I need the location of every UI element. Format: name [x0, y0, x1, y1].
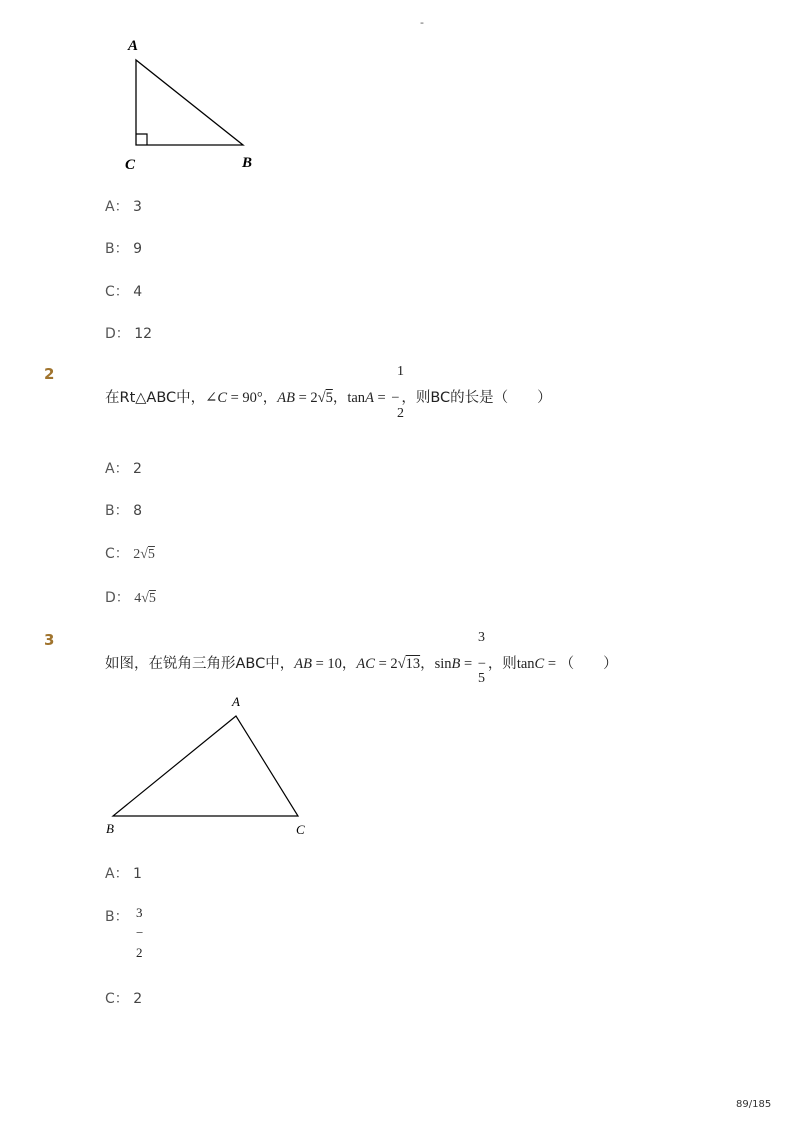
q2-fraction-denominator: 2 [397, 406, 404, 421]
option-radicand: 5 [147, 547, 155, 562]
q2-tan-eq: = [373, 390, 390, 406]
angle-symbol: ∠ [205, 390, 218, 406]
separator: ， [420, 656, 435, 672]
q3-triangle-shape [113, 716, 298, 816]
sqrt-symbol: √ [141, 591, 149, 606]
q2-fraction-numerator: 1 [397, 364, 404, 379]
option-label: A： [105, 866, 129, 882]
separator: ， [332, 390, 348, 406]
header-mark: - [420, 16, 424, 29]
q3-fraction-bar: − [477, 656, 486, 672]
sqrt-symbol: √ [317, 390, 326, 406]
option-label: D： [105, 590, 130, 606]
sqrt-symbol: √ [397, 656, 406, 672]
q2-option-a[interactable] [105, 458, 142, 478]
q2-option-b[interactable] [105, 500, 142, 520]
q3-stem-suffix: （ ） [559, 656, 618, 672]
q3-fraction-numerator: 3 [478, 630, 485, 645]
q3-stem [105, 652, 618, 673]
q3-ac-eq: = 2 [374, 656, 398, 672]
page-number: 89/185 [736, 1099, 772, 1110]
q3-option-b-bar: − [136, 925, 144, 940]
q1-vertex-label-b: B [242, 155, 253, 171]
q2-angle-var: C [217, 390, 227, 406]
q2-ab-radicand: 5 [325, 390, 333, 406]
q3-stem-mid: ，则 [487, 656, 517, 672]
q3-option-b-numerator: 3 [136, 905, 143, 920]
option-value: 2 [133, 461, 142, 477]
q3-ac-var: AC [356, 656, 375, 672]
q3-vertex-label-c: C [296, 822, 305, 837]
q2-option-c[interactable] [105, 543, 155, 563]
q3-option-b[interactable] [105, 906, 129, 926]
q3-ac-radicand: 13 [405, 656, 421, 672]
q2-stem-prefix: 在Rt△ABC中， [105, 390, 206, 406]
option-label: C： [105, 284, 129, 300]
q1-option-b[interactable] [105, 238, 142, 258]
q3-stem-prefix: 如图，在锐角三角形ABC中， [105, 656, 295, 672]
option-label: A： [105, 461, 129, 477]
q2-stem-suffix: ，则BC的长是（ ） [401, 390, 552, 406]
q3-ab-var: AB [294, 656, 312, 672]
q3-option-a[interactable] [105, 863, 142, 883]
q3-ab-value: = 10， [311, 656, 357, 672]
q1-right-angle-mark [136, 134, 147, 145]
option-label: C： [105, 546, 129, 562]
option-label: B： [105, 241, 129, 257]
option-value: 8 [133, 503, 142, 519]
q3-sin-eq: = [460, 656, 476, 672]
q2-angle-value: = 90°， [226, 390, 278, 406]
q3-option-b-denominator: 2 [136, 945, 143, 960]
q2-tan-fn: tan [347, 390, 366, 406]
q1-vertex-label-a: A [128, 38, 139, 54]
q2-tan-var: A [365, 390, 374, 406]
option-value: 1 [133, 866, 142, 882]
option-value: 2 [133, 991, 143, 1007]
option-coef: 2 [133, 547, 141, 562]
q2-option-d[interactable] [105, 587, 156, 607]
q3-vertex-label-a: A [232, 694, 240, 709]
q1-option-a[interactable] [105, 196, 142, 216]
option-label: D： [105, 326, 130, 342]
q1-vertex-label-c: C [125, 157, 136, 173]
q3-tan-eq: = [544, 656, 560, 672]
q3-triangle-figure [100, 690, 320, 840]
option-coef: 4 [134, 591, 142, 606]
q3-sin-var: B [451, 656, 461, 672]
q2-ab-eq: = 2 [294, 390, 318, 406]
q3-tan-var: C [534, 656, 545, 672]
q2-ab-var: AB [277, 390, 295, 406]
q1-option-c[interactable] [105, 281, 142, 301]
q3-number: 3 [44, 631, 55, 649]
q1-triangle-figure [118, 36, 268, 176]
q2-number: 2 [44, 365, 55, 383]
option-label: A： [105, 199, 129, 215]
option-label: B： [105, 909, 129, 925]
q3-option-c[interactable] [105, 988, 142, 1008]
q2-stem [105, 386, 552, 407]
q3-vertex-label-b: B [106, 821, 114, 836]
option-value: 12 [134, 326, 153, 342]
option-label: C： [105, 991, 129, 1007]
q3-fraction-denominator: 5 [478, 671, 485, 686]
q3-tan-fn: tan [516, 656, 535, 672]
q3-sin-fn: sin [434, 656, 452, 672]
option-label: B： [105, 503, 129, 519]
q1-triangle-shape [136, 60, 243, 145]
option-value: 9 [133, 241, 142, 257]
q1-option-d[interactable] [105, 323, 152, 343]
option-radicand: 5 [148, 591, 156, 606]
q2-fraction-bar: − [391, 390, 400, 406]
sqrt-symbol: √ [140, 547, 148, 562]
option-value: 3 [133, 199, 142, 215]
option-value: 4 [133, 284, 143, 300]
